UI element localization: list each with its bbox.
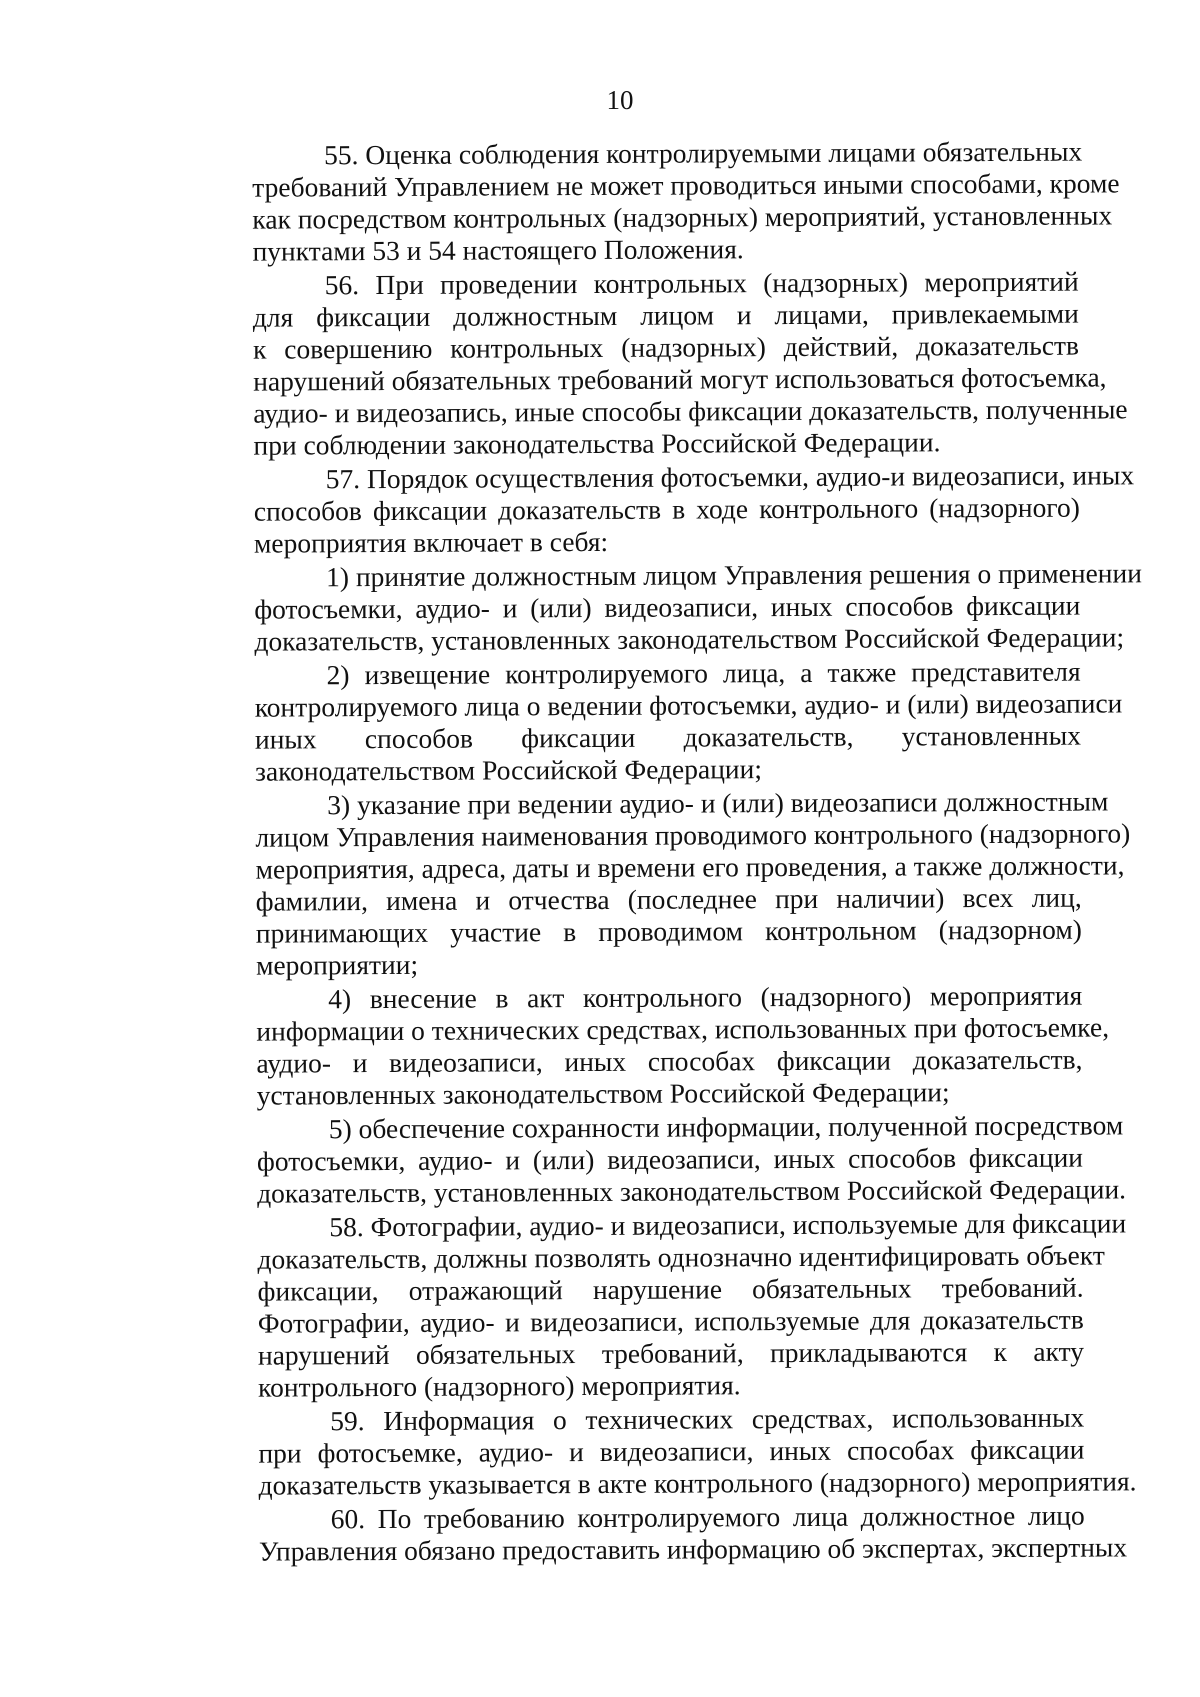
text-line: способов фиксации доказательств в ходе контрольного (надзорного) <box>253 491 1080 527</box>
paragraph-59 <box>184 1401 1137 1502</box>
paragraph-56 <box>179 265 1128 462</box>
text-line: доказательств, установленных законодательством Российской Федерации. <box>257 1173 1127 1209</box>
list-item-57-1 <box>180 557 1142 658</box>
text-line: доказательств, установленных законодательством Российской Федерации; <box>254 621 1125 657</box>
text-line: 60. По требованию контролируемого лица должностное лицо <box>330 1499 1085 1535</box>
list-item-57-4 <box>182 979 1110 1112</box>
text-line: при фотосъемке, аудио- и видеозаписи, иных способах фиксации <box>258 1433 1085 1469</box>
paragraph-60 <box>185 1499 1128 1568</box>
list-item-57-2 <box>181 655 1123 788</box>
paragraph-57 <box>180 459 1135 560</box>
text-line: фамилии, имена и отчества (последнее при наличии) всех лиц, <box>255 881 1082 917</box>
text-line: фотосъемки, аудио- и (или) видеозаписи, иных способов фиксации <box>256 1141 1084 1177</box>
text-line: Управления обязано предоставить информацию об экспертах, экспертных <box>258 1531 1128 1567</box>
text-line: принимающих участие в проводимом контрольном (надзорном) <box>255 913 1082 949</box>
text-line: нарушений обязательных требований могут использоваться фотосъемка, <box>253 361 1107 397</box>
text-line: аудио- и видеозапись, иные способы фиксации доказательств, полученные <box>253 393 1128 429</box>
text-line: 4) внесение в акт контрольного (надзорного) мероприятия <box>328 979 1083 1015</box>
text-line: пунктами 53 и 54 настоящего Положения. <box>252 233 744 267</box>
text-line: для фиксации должностным лицом и лицами, привлекаемыми <box>252 297 1079 333</box>
paragraph-55 <box>178 135 1120 268</box>
text-line: мероприятия, адреса, даты и времени его проведения, а также должности, <box>255 849 1125 885</box>
text-line: доказательств, должны позволять однозначно идентифицировать объект <box>257 1239 1105 1275</box>
text-line: контролируемого лица о ведении фотосъемки, аудио- и (или) видеозаписи <box>254 687 1123 723</box>
text-line: установленных законодательством Российской Федерации; <box>256 1076 950 1111</box>
text-line: при соблюдении законодательства Российской Федерации. <box>253 426 941 461</box>
text-line: фиксации, отражающий нарушение обязательных требований. <box>257 1271 1084 1307</box>
text-line: нарушений обязательных требований, прикладываются к акту <box>257 1335 1085 1371</box>
paragraph-58 <box>183 1207 1127 1404</box>
text-line: иных способов фиксации доказательств, установленных <box>254 719 1081 755</box>
text-line: 55. Оценка соблюдения контролируемыми лицами обязательных <box>323 135 1083 171</box>
text-line: 58. Фотографии, аудио- и видеозаписи, используемые для фиксации <box>329 1207 1127 1243</box>
text-line: 2) извещение контролируемого лица, а также представителя <box>326 655 1081 691</box>
text-line: 59. Информация о технических средствах, использованных <box>330 1401 1085 1437</box>
text-line: к совершению контрольных (надзорных) действий, доказательств <box>252 329 1080 365</box>
text-line: мероприятии; <box>255 948 419 981</box>
text-line: как посредством контрольных (надзорных) мероприятий, установленных <box>252 199 1113 235</box>
text-line: информации о технических средствах, использованных при фотосъемке, <box>256 1011 1110 1047</box>
text-line: требований Управлением не может проводиться иными способами, кроме <box>252 167 1120 203</box>
text-line: Фотографии, аудио- и видеозаписи, используемые для доказательств <box>257 1303 1084 1339</box>
text-line: мероприятия включает в себя: <box>253 525 609 559</box>
text-line: 56. При проведении контрольных (надзорных) мероприятий <box>324 265 1079 301</box>
text-line: 5) обеспечение сохранности информации, полученной посредством <box>328 1109 1124 1145</box>
text-line: лицом Управления наименования проводимого контрольного (надзорного) <box>255 817 1131 853</box>
text-line: доказательств указывается в акте контрольного (надзорного) мероприятия. <box>258 1465 1137 1501</box>
text-line: 57. Порядок осуществления фотосъемки, аудио-и видеозаписи, иных <box>325 459 1135 495</box>
text-line: аудио- и видеозаписи, иных способах фиксации доказательств, <box>256 1043 1083 1079</box>
text-line: 1) принятие должностным лицом Управления решения о применении <box>326 557 1142 593</box>
page-number: 10 <box>606 85 634 115</box>
list-item-57-5 <box>183 1109 1127 1210</box>
document-body <box>178 135 1142 1568</box>
text-line: 3) указание при ведении аудио- и (или) видеозаписи должностным <box>327 785 1109 821</box>
text-line: фотосъемки, аудио- и (или) видеозаписи, иных способов фиксации <box>254 589 1081 625</box>
list-item-57-3 <box>181 785 1131 982</box>
text-line: законодательством Российской Федерации; <box>255 753 763 787</box>
text-line: контрольного (надзорного) мероприятия. <box>258 1369 741 1403</box>
